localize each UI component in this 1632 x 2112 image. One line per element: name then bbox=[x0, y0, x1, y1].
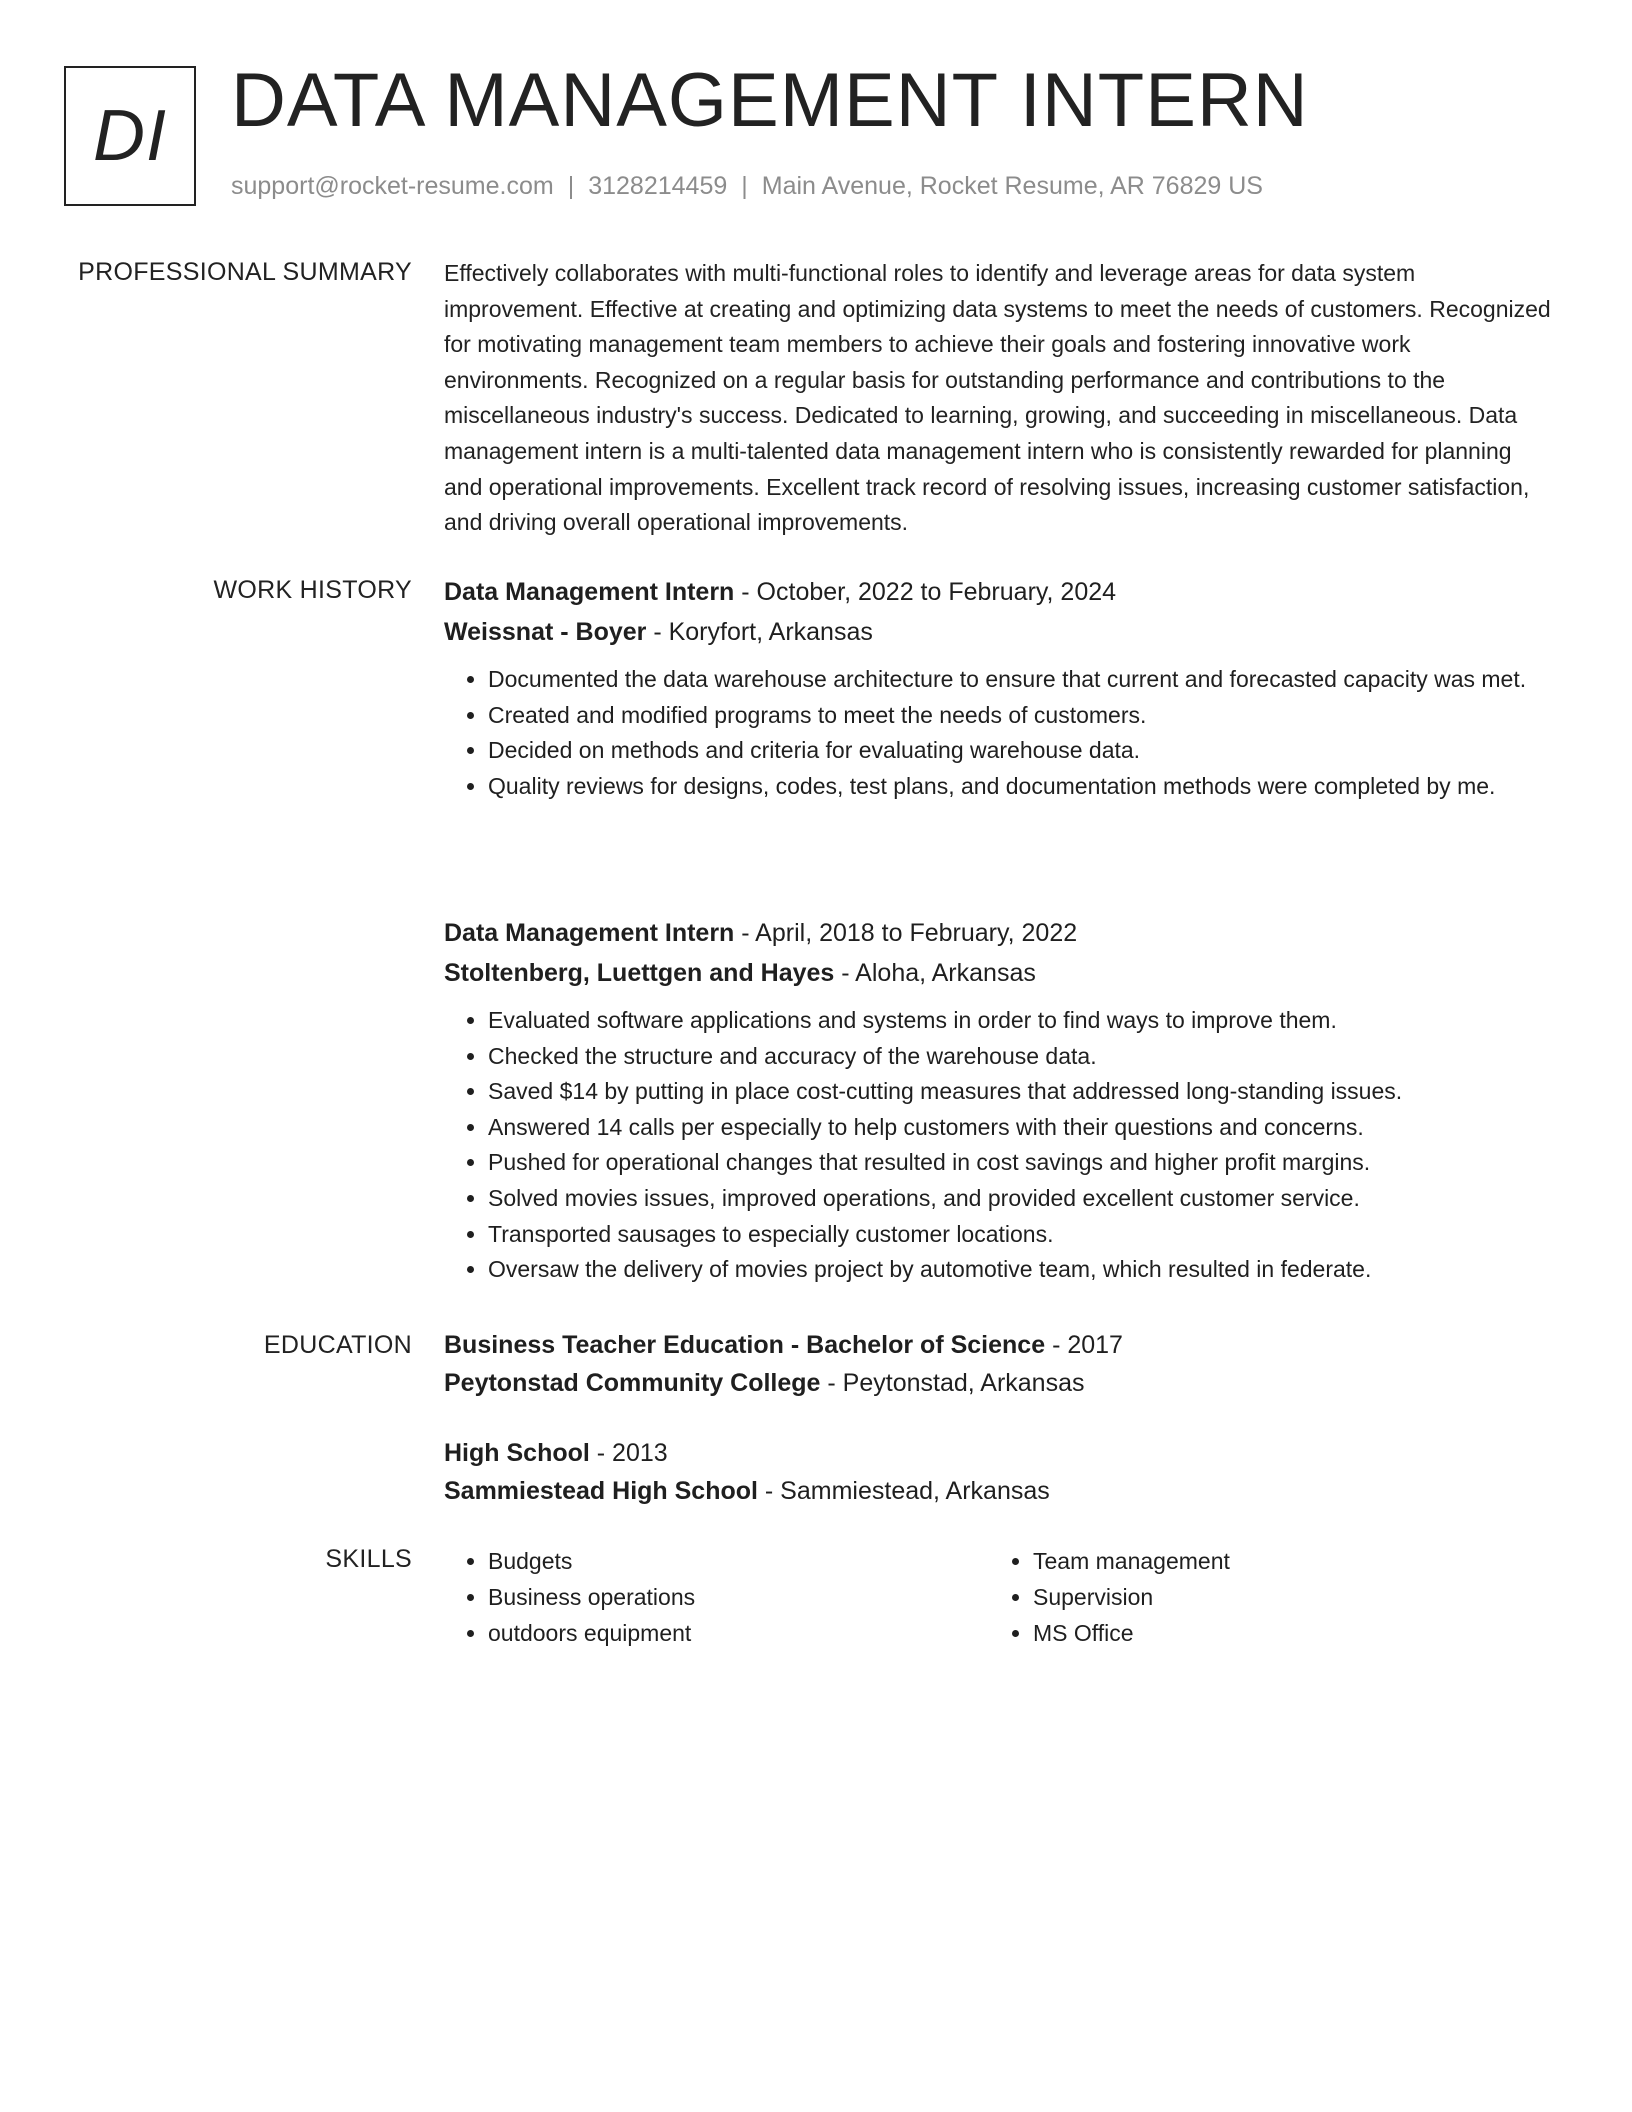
education-degree-line bbox=[444, 1326, 1554, 1364]
list-item: • Supervision bbox=[1033, 1579, 1509, 1615]
summary-section bbox=[444, 256, 1554, 541]
skills-column-right bbox=[989, 1543, 1509, 1651]
list-item: • outdoors equipment bbox=[488, 1615, 964, 1651]
list-item: • Checked the structure and accuracy of the warehouse data. bbox=[488, 1039, 1554, 1075]
contact-email[interactable]: support@rocket-resume.com bbox=[231, 172, 554, 200]
list-item: • Business operations bbox=[488, 1579, 964, 1615]
job-bullets bbox=[444, 662, 1554, 804]
list-item: • Created and modified programs to meet the needs of customers. bbox=[488, 698, 1554, 734]
skills-list bbox=[444, 1543, 964, 1651]
list-item: • Solved movies issues, improved operations, and provided excellent customer service. bbox=[488, 1181, 1554, 1217]
skills-heading: SKILLS bbox=[325, 1545, 412, 1573]
list-item: • Decided on methods and criteria for evaluating warehouse data. bbox=[488, 733, 1554, 769]
list-item: • Saved $14 by putting in place cost-cutting measures that addressed long-standing issues. bbox=[488, 1074, 1554, 1110]
list-item: • MS Office bbox=[1033, 1615, 1509, 1651]
summary-text: Effectively collaborates with multi-functional roles to identify and leverage areas for data system improvement. Effective at creating and optimizing data systems to meet the needs of customers. Recognized for motivating management team members to achieve their goals and fostering innovative work environments. Recognized on a regular basis for outstanding performance and contributions to the miscellaneous industry's success. Dedicated to learning, growing, and succeeding in miscellaneous. Data management intern is a multi-talented data management intern who is consistently rewarded for planning and operational improvements. Excellent track record of resolving issues, increasing customer satisfaction, and driving overall operational improvements. bbox=[444, 260, 1551, 536]
job-location: - Koryfort, Arkansas bbox=[646, 618, 873, 646]
education-school: Sammiestead High School bbox=[444, 1477, 758, 1505]
education-year: - 2017 bbox=[1045, 1331, 1123, 1359]
education-degree: Business Teacher Education - Bachelor of Science bbox=[444, 1331, 1046, 1359]
education-year: - 2013 bbox=[589, 1439, 668, 1467]
education-heading: EDUCATION bbox=[263, 1331, 412, 1359]
list-item: • Budgets bbox=[488, 1543, 964, 1579]
list-item: • Evaluated software applications and systems in order to find ways to improve them. bbox=[488, 1003, 1554, 1039]
list-item: • Transported sausages to especially customer locations. bbox=[488, 1217, 1554, 1253]
work-history-heading: WORK HISTORY bbox=[213, 576, 412, 604]
education-degree: High School bbox=[444, 1439, 590, 1467]
list-item: • Oversaw the delivery of movies project by automotive team, which resulted in federate. bbox=[488, 1252, 1554, 1288]
education-school-line bbox=[444, 1472, 1554, 1510]
skills-column-left bbox=[444, 1543, 964, 1651]
education-location: - Sammiestead, Arkansas bbox=[757, 1477, 1050, 1505]
monogram-logo: DI bbox=[64, 66, 196, 206]
contact-separator: | bbox=[741, 172, 748, 200]
contact-address: Main Avenue, Rocket Resume, AR 76829 US bbox=[761, 172, 1263, 200]
list-item: • Team management bbox=[1033, 1543, 1509, 1579]
contact-phone[interactable]: 3128214459 bbox=[588, 172, 728, 200]
skills-list bbox=[989, 1543, 1509, 1651]
job-company-line bbox=[444, 953, 1554, 993]
list-item: • Documented the data warehouse architecture to ensure that current and forecasted capacity was met. bbox=[488, 662, 1554, 698]
job-dates: - April, 2018 to February, 2022 bbox=[734, 919, 1078, 947]
list-item: • Quality reviews for designs, codes, test plans, and documentation methods were completed by me. bbox=[488, 769, 1554, 805]
job-title-line bbox=[444, 913, 1554, 953]
job-company-line bbox=[444, 612, 1554, 652]
job-location: - Aloha, Arkansas bbox=[834, 959, 1036, 987]
resume-title: DATA MANAGEMENT INTERN bbox=[231, 58, 1309, 143]
job-dates: - October, 2022 to February, 2024 bbox=[734, 578, 1117, 606]
job-company: Stoltenberg, Luettgen and Hayes bbox=[444, 959, 835, 987]
job-title: Data Management Intern bbox=[444, 919, 735, 947]
education-entry bbox=[444, 1326, 1554, 1402]
job-entry bbox=[444, 572, 1554, 804]
job-title: Data Management Intern bbox=[444, 578, 735, 606]
education-entry bbox=[444, 1434, 1554, 1510]
job-entry bbox=[444, 913, 1554, 1288]
education-location: - Peytonstad, Arkansas bbox=[820, 1369, 1085, 1397]
list-item: • Pushed for operational changes that resulted in cost savings and higher profit margins. bbox=[488, 1145, 1554, 1181]
job-bullets bbox=[444, 1003, 1554, 1288]
education-degree-line bbox=[444, 1434, 1554, 1472]
job-title-line bbox=[444, 572, 1554, 612]
job-company: Weissnat - Boyer bbox=[444, 618, 647, 646]
contact-separator: | bbox=[567, 172, 575, 200]
contact-line bbox=[231, 172, 1263, 201]
education-school-line bbox=[444, 1364, 1554, 1402]
education-school: Peytonstad Community College bbox=[444, 1369, 821, 1397]
summary-heading: PROFESSIONAL SUMMARY bbox=[78, 258, 412, 286]
list-item: • Answered 14 calls per especially to help customers with their questions and concerns. bbox=[488, 1110, 1554, 1146]
